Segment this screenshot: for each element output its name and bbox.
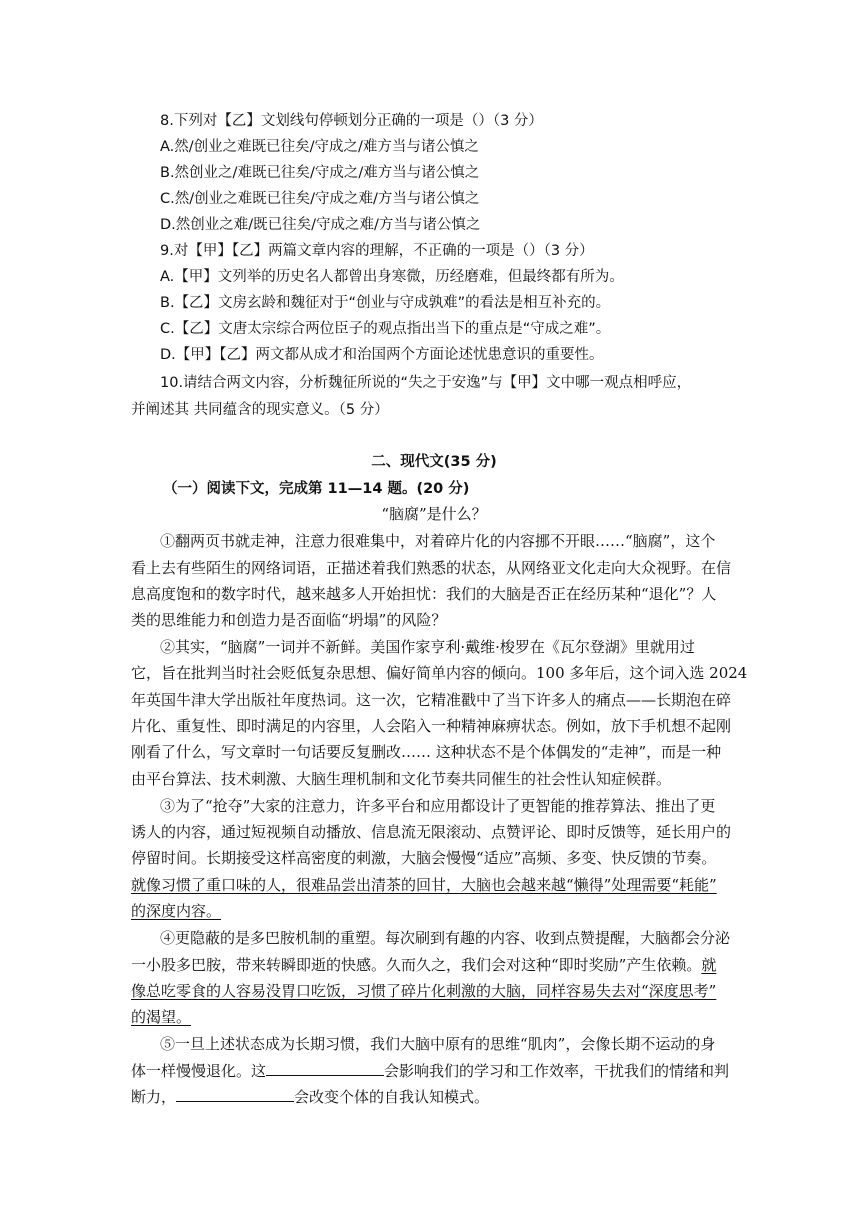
- paragraph-5-text: 体一样慢慢退化。这: [131, 1062, 267, 1080]
- paragraph-5-text: 断力，: [131, 1088, 177, 1106]
- question-10-line-2: 并阐述其 共同蕴含的现实意义。（5 分）: [131, 402, 389, 418]
- question-8-option-d: D.然创业之难/既已往矣/守成之难/方当与诸公慎之: [160, 217, 481, 233]
- underlined-sentence: 的深度内容。: [131, 902, 222, 920]
- fill-in-blank-2[interactable]: [176, 1086, 294, 1102]
- question-9-stem: 9.对【甲】【乙】两篇文章内容的理解，不正确的一项是（）（3 分）: [160, 243, 594, 259]
- section-2-heading: 二、现代文(35 分): [371, 454, 497, 470]
- question-8-option-b: B.然创业之/难既已往矣/守成之/难方当与诸公慎之: [160, 165, 480, 181]
- underlined-sentence: 就像习惯了重口味的人，很难品尝出清茶的回甘，大脑也会越来越“懒得”处理需要“耗能”: [131, 876, 717, 894]
- paragraph-5-line: [0, 1086, 868, 1107]
- paragraph-4-text: 一小股多巴胺，带来转瞬即逝的快感。久而久之，我们会对这种“即时奖励”产生依赖。: [131, 956, 702, 974]
- question-8-stem: 8.下列对【乙】文划线句停顿划分正确的一项是（）（3 分）: [160, 113, 543, 129]
- paragraph-5-text: 会改变个体的自我认知模式。: [294, 1088, 490, 1106]
- paragraph-4-underlined-line: [0, 981, 868, 1001]
- paragraph-1-line: 类的思维能力和创造力是否面临“坍塌”的风险？: [131, 611, 447, 629]
- paragraph-3-line: 停留时间。长期接受这样高密度的刺激，大脑会慢慢“适应”高频、多变、快反馈的节奏。: [131, 849, 717, 867]
- paragraph-4-line: ④更隐蔽的是多巴胺机制的重塑。每次刷到有趣的内容、收到点赞提醒，大脑都会分泌: [160, 929, 731, 947]
- paragraph-1-line: 看上去有些陌生的网络词语，正描述着我们熟悉的状态，从网络亚文化走向大众视野。在信: [131, 559, 732, 577]
- paragraph-3-line: 诱人的内容，通过短视频自动播放、信息流无限滚动、点赞评论、即时反馈等，延长用户的: [131, 823, 732, 841]
- paragraph-4-line: [0, 955, 868, 975]
- question-8-option-c: C.然/创业之难既已往矣/守成之难/方当与诸公慎之: [160, 191, 480, 207]
- question-9-option-a: A.【甲】文列举的历史名人都曾出身寒微，历经磨难，但最终都有所为。: [160, 269, 624, 285]
- question-10-line-1: 10.请结合两文内容，分析魏征所说的“失之于安逸”与【甲】文中哪一观点相呼应，: [160, 375, 692, 391]
- question-9-option-c: C.【乙】文唐太宗综合两位臣子的观点指出当下的重点是“守成之难”。: [160, 321, 611, 337]
- question-9-option-b: B.【乙】文房玄龄和魏征对于“创业与守成孰难”的看法是相互补充的。: [160, 295, 611, 311]
- paragraph-3-underlined-line: [0, 875, 868, 895]
- paragraph-3-line: ③为了“抢夺”大家的注意力，许多平台和应用都设计了更智能的推荐算法、推出了更: [160, 797, 716, 815]
- paragraph-3-underlined-line: [0, 901, 868, 921]
- section-2-subheading: （一）阅读下文，完成第 11—14 题。(20 分): [163, 481, 470, 497]
- paragraph-5-line: ⑤一旦上述状态成为长期习惯，我们大脑中原有的思维“肌肉”，会像长期不运动的身: [160, 1035, 716, 1053]
- paragraph-2-line: 由平台算法、技术刺激、大脑生理机制和文化节奏共同催生的社会性认知症候群。: [131, 770, 672, 788]
- paragraph-1-line: ①翻两页书就走神，注意力很难集中，对着碎片化的内容挪不开眼……“脑腐”，这个: [160, 532, 716, 550]
- paragraph-2-line: 它，旨在批判当时社会贬低复杂思想、偏好简单内容的倾向。100 多年后，这个词入选 2024: [131, 664, 748, 682]
- paragraph-5-line: [0, 1060, 868, 1081]
- paragraph-2-line: 片化、重复性、即时满足的内容里，人会陷入一种精神麻痹状态。例如，放下手机想不起刚: [131, 717, 732, 735]
- fill-in-blank-1[interactable]: [266, 1060, 384, 1076]
- question-8-option-a: A.然/创业之难既已往矣/守成之/难方当与诸公慎之: [160, 139, 479, 155]
- paragraph-4-underlined-line: [0, 1007, 868, 1027]
- underlined-sentence: 就: [701, 956, 717, 974]
- question-9-option-d: D.【甲】【乙】两文都从成才和治国两个方面论述忧患意识的重要性。: [160, 347, 604, 363]
- underlined-sentence: 的渴望。: [131, 1008, 192, 1026]
- paragraph-2-line: ②其实，“脑腐”一词并不新鲜。美国作家亨利·戴维·梭罗在《瓦尔登湖》里就用过: [160, 638, 695, 656]
- paragraph-1-line: 息高度饱和的数字时代，越来越多人开始担忧：我们的大脑是否正在经历某种“退化”？人: [131, 585, 717, 603]
- underlined-sentence: 像总吃零食的人容易没胃口吃饭，习惯了碎片化刺激的大脑，同样容易失去对“深度思考”: [131, 982, 717, 1000]
- article-title: “脑腐”是什么？: [381, 505, 487, 523]
- paragraph-2-line: 刚看了什么，写文章时一句话要反复删改…… 这种状态不是个体偶发的“走神”，而是一种: [131, 743, 722, 761]
- paragraph-5-text: 会影响我们的学习和工作效率，干扰我们的情绪和判: [384, 1062, 730, 1080]
- paragraph-2-line: 年英国牛津大学出版社年度热词。这一次，它精准戳中了当下许多人的痛点——长期泡在碎: [131, 691, 732, 709]
